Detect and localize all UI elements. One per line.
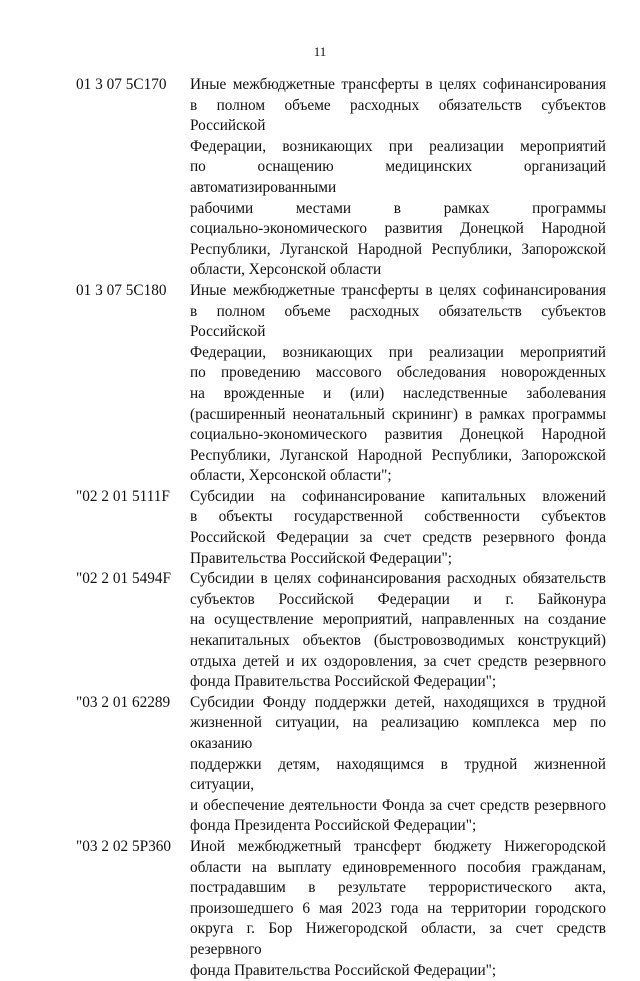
description-line: поддержки детям, находящимся в трудной жизненной ситуации, <box>190 755 606 794</box>
description-line: округа г. Бор Нижегородской области, за счет средств резервного <box>190 920 606 958</box>
entry-code: 01 3 07 5С180 <box>76 281 167 299</box>
description-line: отдыха детей и их оздоровления, за счет средств резервного <box>190 652 606 670</box>
description-line: по оснащению медицинских организаций автоматизированными <box>190 158 606 196</box>
description-line: рабочими местами в рамках программы <box>190 199 606 217</box>
entry-row <box>76 281 606 487</box>
entry-row <box>76 75 606 281</box>
description-line: (расширенный неонатальный скрининг) в рамках программы <box>190 405 606 423</box>
entry-description <box>190 281 606 487</box>
description-line: жизненной ситуации, на реализацию комплекса мер по оказанию <box>190 714 606 752</box>
description-line: фонда Правительства Российской Федерации"; <box>190 961 497 979</box>
description-line: социально-экономического развития Донецкой Народной <box>190 426 606 444</box>
description-line: субъектов Российской Федерации и г. Байконура <box>190 590 606 608</box>
description-line: Федерации, возникающих при реализации мероприятий <box>190 343 606 361</box>
description-line: на осуществление мероприятий, направленных на создание <box>190 611 606 629</box>
description-line: произошедшего 6 мая 2023 года на территории городского <box>190 899 606 917</box>
entry-description <box>190 693 606 837</box>
description-line: Иные межбюджетные трансферты в целях софинансирования <box>190 76 606 93</box>
description-line: Иные межбюджетные трансферты в целях софинансирования <box>190 281 606 299</box>
entry-row <box>76 837 606 981</box>
description-line: в объекты государственной собственности субъектов <box>190 508 606 526</box>
description-line: Республики, Луганской Народной Республики, Запорожской <box>190 446 606 464</box>
description-line: Субсидии в целях софинансирования расходных обязательств <box>190 570 606 588</box>
description-line: социально-экономического развития Донецкой Народной <box>190 220 606 238</box>
entry-code: 01 3 07 5С170 <box>76 76 167 93</box>
description-line: в полном объеме расходных обязательств субъектов Российской <box>190 96 606 135</box>
description-line: области, Херсонской области <box>190 261 382 279</box>
description-line: Республики, Луганской Народной Республики, Запорожской <box>190 240 606 258</box>
description-line: Иной межбюджетный трансферт бюджету Нижегородской <box>190 837 606 855</box>
description-line: фонда Президента Российской Федерации"; <box>190 817 477 835</box>
description-line: Федерации, возникающих при реализации мероприятий <box>190 137 606 155</box>
description-line: Правительства Российской Федерации"; <box>190 549 453 567</box>
description-line: области, Херсонской области"; <box>190 467 392 485</box>
entry-description <box>190 569 606 693</box>
entry-description <box>190 75 606 281</box>
description-line: Субсидии на софинансирование капитальных вложений <box>190 487 606 505</box>
entry-row <box>76 487 606 569</box>
entry-description <box>190 487 606 569</box>
entry-code: "02 2 01 5494F <box>76 570 172 588</box>
description-line: на врожденные и (или) наследственные заболевания <box>190 384 606 402</box>
page-number: 11 <box>313 44 327 59</box>
description-line: пострадавшим в результате террористического акта, <box>190 879 606 897</box>
entry-row <box>76 693 606 837</box>
description-line: по проведению массового обследования новорожденных <box>190 364 606 382</box>
entry-code: "03 2 01 62289 <box>76 693 171 711</box>
description-line: Субсидии Фонду поддержки детей, находящихся в трудной <box>190 693 606 711</box>
description-line: фонда Правительства Российской Федерации"; <box>190 673 497 691</box>
description-line: и обеспечение деятельности Фонда за счет средств резервного <box>190 796 606 814</box>
description-line: области на выплату единовременного пособия гражданам, <box>190 858 606 876</box>
budget-classification-list <box>76 75 606 981</box>
description-line: в полном объеме расходных обязательств субъектов Российской <box>190 302 606 341</box>
entry-code: "03 2 02 5Р360 <box>76 837 172 855</box>
entry-row <box>76 569 606 693</box>
entry-code: "02 2 01 5111F <box>76 487 170 505</box>
description-line: некапитальных объектов (быстровозводимых конструкций) <box>190 632 606 650</box>
entry-description <box>190 837 606 981</box>
description-line: Российской Федерации за счет средств резервного фонда <box>190 529 606 547</box>
